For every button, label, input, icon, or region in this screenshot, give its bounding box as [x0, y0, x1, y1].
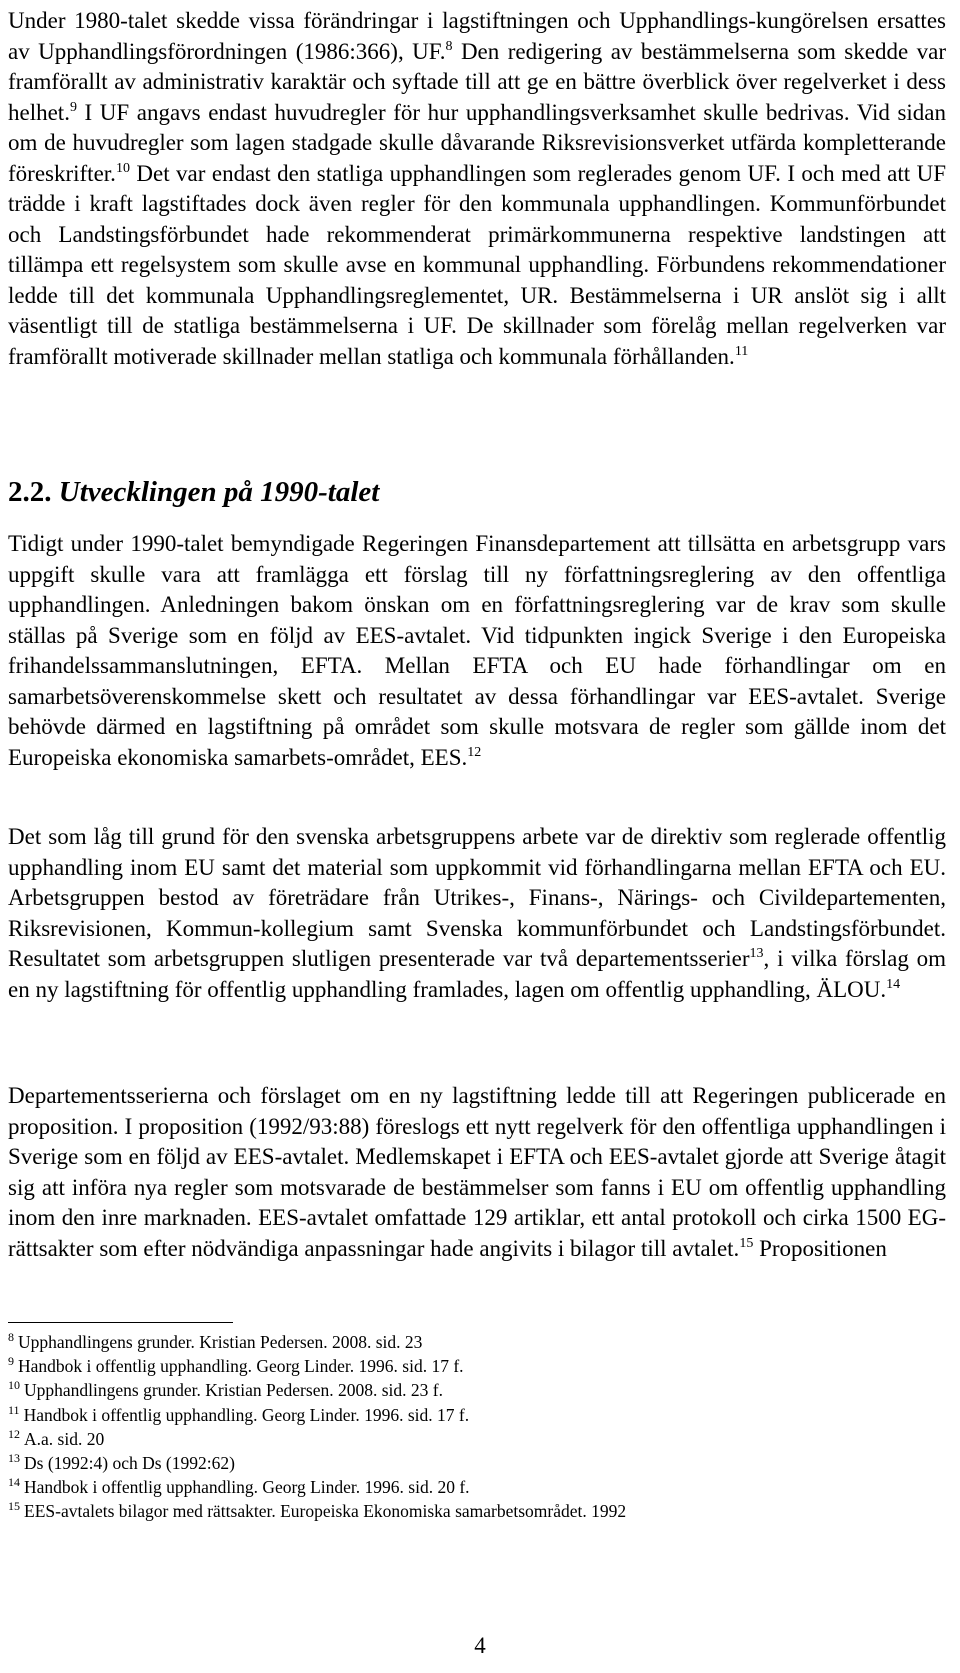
footnote-separator — [8, 1322, 233, 1323]
footnote-number: 14 — [8, 1475, 20, 1490]
paragraph-text: Det som låg till grund för den svenska arbetsgruppens arbete var de direktiv som reglerade offentlig upphandling inom EU samt det material som uppkommit vid förhandlingarna mellan EFTA och EU. Arbetsgruppen bestod av företrädare från Utrikes-, Finans-, Närings- och Civildepartementen, Riksrevisionen, Kommun-kollegium samt Svenska kommunförbundet och Landstingsförbundet. Resultatet som arbetsgruppen slutligen presenterade var två departementsserier — [8, 824, 946, 971]
section-heading — [8, 475, 379, 509]
footnote-reference: 8 — [445, 38, 453, 54]
paragraph-1990-tal-intro — [8, 529, 946, 773]
footnote — [8, 1499, 938, 1523]
paragraph-arbetsgrupp — [8, 822, 946, 1005]
paragraph-text: I UF angavs endast huvudregler för hur upphandlingsverksamhet skulle bedrivas. Vid sidan om de huvudregler som lagen stadgade skulle dåvarande Riksrevisionsverket utfärda kompletterande föreskrifter. — [8, 99, 946, 186]
footnote-list — [8, 1330, 938, 1524]
footnote-text: Upphandlingens grunder. Kristian Pedersen. 2008. sid. 23 f. — [24, 1380, 443, 1401]
footnote-reference: 10 — [115, 160, 130, 176]
paragraph-1980-tal — [8, 6, 946, 372]
footnote — [8, 1378, 938, 1402]
footnote-reference: 13 — [749, 946, 764, 961]
footnote-number: 13 — [8, 1451, 20, 1466]
footnote-number: 11 — [8, 1402, 20, 1417]
footnote-reference: 15 — [739, 1235, 754, 1251]
footnote-number: 12 — [8, 1426, 20, 1441]
footnote-text: Handbok i offentlig upphandling. Georg Linder. 1996. sid. 17 f. — [23, 1404, 470, 1425]
footnote-text: Upphandlingens grunder. Kristian Pedersen. 2008. sid. 23 — [18, 1332, 423, 1352]
footnote — [8, 1330, 938, 1354]
paragraph-text: Under 1980-talet skedde vissa förändringar i lagstiftningen och Upphandlings-kungörelsen ersattes av Upphandlingsförordningen (1986:366), UF. — [8, 8, 946, 64]
footnote-reference: 12 — [467, 744, 482, 760]
paragraph-proposition — [8, 1081, 946, 1264]
footnote — [8, 1403, 938, 1427]
page-number: 4 — [474, 1633, 486, 1658]
footnote-text: Handbok i offentlig upphandling. Georg Linder. 1996. sid. 17 f. — [18, 1356, 464, 1377]
footnote-reference: 14 — [886, 976, 901, 992]
footnote — [8, 1475, 938, 1499]
section-number: 2.2. — [8, 476, 52, 508]
footnote-number: 9 — [8, 1354, 14, 1369]
footnote-reference: 11 — [734, 343, 749, 359]
footnote-reference: 9 — [69, 99, 77, 115]
paragraph-text: Propositionen — [753, 1235, 887, 1261]
footnote-number: 15 — [8, 1499, 20, 1514]
footnote-text: A.a. sid. 20 — [24, 1428, 105, 1449]
footnote-text: Handbok i offentlig upphandling. Georg Linder. 1996. sid. 20 f. — [24, 1477, 470, 1498]
footnote — [8, 1354, 938, 1378]
paragraph-text: Den redigering av bestämmelserna som skedde var framförallt av administrativ karaktär och syftade till att ge en bättre överblick över regelverket i dess helhet. — [8, 38, 946, 125]
paragraph-text: Departementsserierna och förslaget om en ny lagstiftning ledde till att Regeringen publicerade en proposition. I proposition (1992/93:88) föreslogs ett nytt regelverk för den offentliga upphandlingen i Sverige som en följd av EES-avtalet. Medlemskapet i EFTA och EES-avtalet gjorde att Sverige åtagit sig att införa nya regler som motsvarade de bestämmelser som fanns i EU om offentlig upphandling inom den inre marknaden. EES-avtalet omfattade 129 artiklar, ett antal protokoll och cirka 1500 EG-rättsakter som efter nödvändiga anpassningar hade angivits i bilagor till avtalet. — [8, 1083, 946, 1261]
footnote — [8, 1451, 938, 1475]
footnote — [8, 1427, 938, 1451]
section-title: Utvecklingen på 1990-talet — [51, 476, 380, 508]
paragraph-text: Tidigt under 1990-talet bemyndigade Regeringen Finansdepartement att tillsätta en arbetsgrupp vars uppgift skulle vara att framlägga ett förslag till ny författningsreglering av den offentliga upphandlingen. Anledningen bakom önskan om en författningsreglering var de krav som skulle ställas på Sverige som en följd av EES-avtalet. Vid tidpunkten ingick Sverige i den Europeiska frihandelssammanslutningen, EFTA. Mellan EFTA och EU hade förhandlingar om en samarbetsöverenskommelse skett och resultatet av dessa förhandlingar var EES-avtalet. Sverige behövde därmed en lagstiftning på området som skulle motsvara de regler som gällde inom det Europeiska ekonomiska samarbets-området, EES. — [8, 531, 946, 770]
footnote-text: Ds (1992:4) och Ds (1992:62) — [24, 1453, 235, 1474]
footnote-text: EES-avtalets bilagor med rättsakter. Europeiska Ekonomiska samarbetsområdet. 1992 — [24, 1501, 627, 1522]
paragraph-text: , i vilka förslag om en ny lagstiftning för offentlig upphandling framlades, lagen om offentlig upphandling, ÄLOU. — [8, 946, 946, 1002]
paragraph-text: Det var endast den statliga upphandlingen som reglerades genom UF. I och med att UF trädde i kraft lagstiftades dock även regler för den kommunala upphandlingen. Kommunförbundet och Landstingsförbundet hade rekommenderat primärkommunerna respektive landstingen att tillämpa ett regelsystem som skulle avse en kommunal upphandling. Förbundens rekommendationer ledde till det kommunala Upphandlingsreglementet, UR. Bestämmelserna i UR anslöt sig i allt väsentligt till de statliga bestämmelserna i UF. De skillnader som förelåg mellan regelverken var framförallt motiverade skillnader mellan statliga och kommunala förhållanden. — [8, 160, 946, 369]
footnote-number: 8 — [8, 1330, 14, 1344]
footnote-number: 10 — [8, 1378, 20, 1393]
